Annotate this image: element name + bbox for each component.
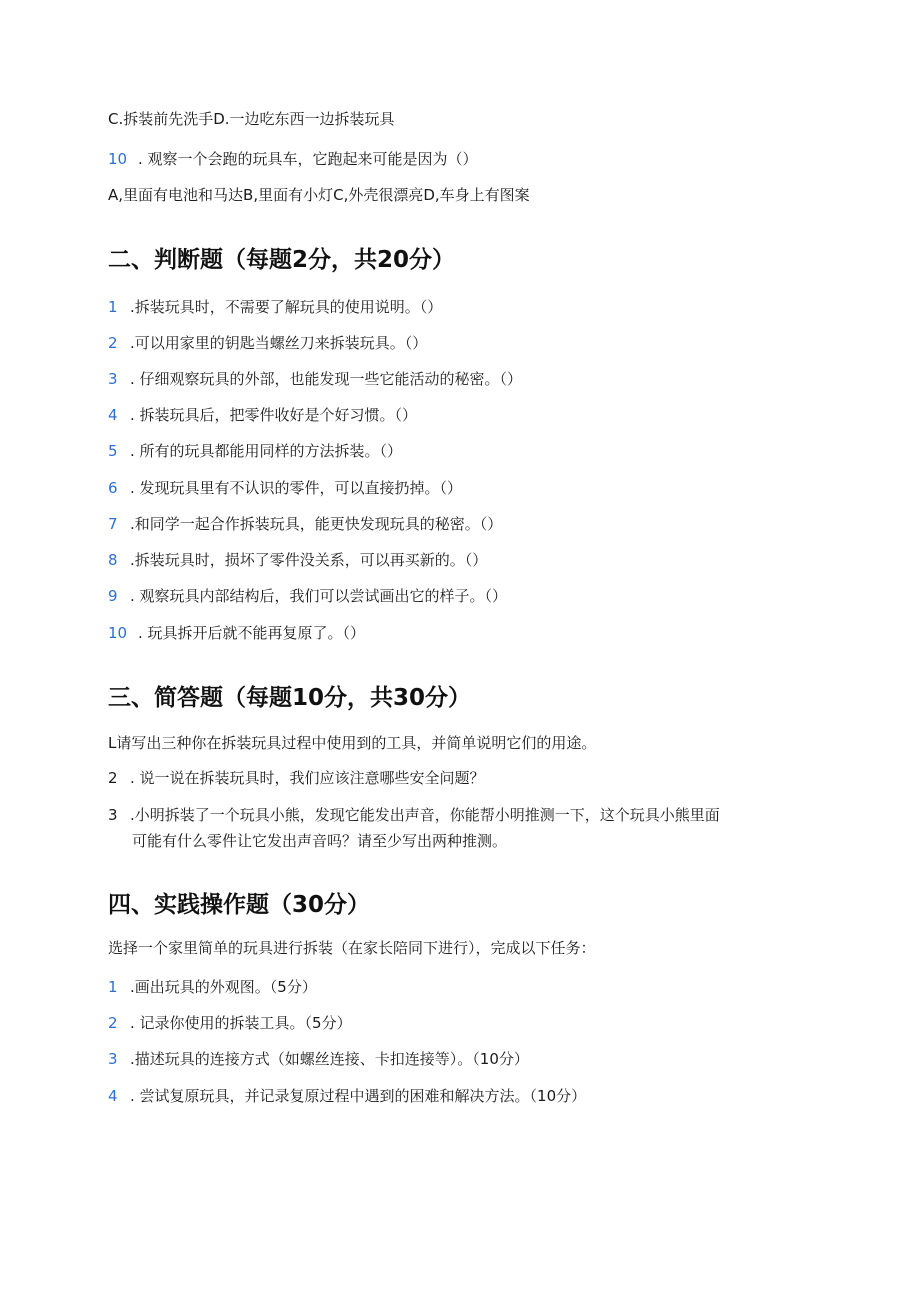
- short-answer-question-2: [108, 768, 485, 788]
- list-item: [108, 550, 487, 570]
- item-text: .拆装玩具时，损坏了零件没关系，可以再买新的。（）: [130, 551, 488, 569]
- item-number: 4: [108, 1087, 118, 1105]
- item-text: . 说一说在拆装玩具时，我们应该注意哪些安全问题？: [130, 769, 485, 787]
- list-item: [108, 441, 402, 461]
- item-text: . 玩具拆开后就不能再复原了。（）: [138, 624, 366, 642]
- item-text: . 尝试复原玩具，并记录复原过程中遇到的困难和解决方法。（10分）: [130, 1087, 587, 1105]
- list-item: [108, 977, 317, 997]
- list-item: [108, 1013, 352, 1033]
- item-text: . 所有的玩具都能用同样的方法拆装。（）: [130, 442, 403, 460]
- item-number: 2: [108, 334, 118, 352]
- section-heading-judgment: 二、判断题（每题2分，共20分）: [108, 247, 456, 273]
- item-number: 2: [108, 1014, 118, 1032]
- item-number: 7: [108, 515, 118, 533]
- item-text: .可以用家里的钥匙当螺丝刀来拆装玩具。（）: [130, 334, 428, 352]
- choice-question-10: [108, 149, 478, 169]
- short-answer-question-3: [108, 805, 720, 825]
- list-item: [108, 1049, 529, 1069]
- item-number: 5: [108, 442, 118, 460]
- question-text: . 观察一个会跑的玩具车，它跑起来可能是因为（）: [138, 150, 478, 168]
- item-number: 10: [108, 624, 128, 642]
- q9-options-cd: C.拆装前先洗手D.一边吃东西一边拆装玩具: [108, 110, 395, 128]
- item-text: . 仔细观察玩具的外部，也能发现一些它能活动的秘密。（）: [130, 370, 523, 388]
- list-item: [108, 514, 502, 534]
- question-number: 10: [108, 150, 128, 168]
- q10-options: A,里面有电池和马达B,里面有小灯C,外壳很漂亮D,车身上有图案: [108, 186, 530, 204]
- list-item: [108, 297, 442, 317]
- practice-intro: 选择一个家里简单的玩具进行拆装（在家长陪同下进行），完成以下任务：: [108, 939, 596, 957]
- item-number: 1: [108, 978, 118, 996]
- item-text: .拆装玩具时，不需要了解玩具的使用说明。（）: [130, 298, 443, 316]
- item-number: 1: [108, 298, 118, 316]
- section-heading-short-answer: 三、简答题（每题10分，共30分）: [108, 685, 472, 711]
- item-number: 3: [108, 806, 118, 824]
- list-item: [108, 333, 427, 353]
- item-number: 2: [108, 769, 118, 787]
- item-text: .画出玩具的外观图。（5分）: [130, 978, 317, 996]
- item-number: 4: [108, 406, 118, 424]
- list-item: [108, 405, 417, 425]
- item-text: .和同学一起合作拆装玩具，能更快发现玩具的秘密。（）: [130, 515, 503, 533]
- item-number: 8: [108, 551, 118, 569]
- short-answer-question-3-continued: 可能有什么零件让它发出声音吗？请至少写出两种推测。: [132, 832, 508, 850]
- section-heading-practice: 四、实践操作题（30分）: [108, 892, 371, 918]
- list-item: [108, 623, 365, 643]
- short-answer-question-1: L请写出三种你在拆装玩具过程中使用到的工具，并简单说明它们的用途。: [108, 734, 597, 752]
- item-text: . 拆装玩具后，把零件收好是个好习惯。（）: [130, 406, 418, 424]
- item-text: . 发现玩具里有不认识的零件，可以直接扔掉。（）: [130, 479, 463, 497]
- item-text: . 观察玩具内部结构后，我们可以尝试画出它的样子。（）: [130, 587, 508, 605]
- item-number: 6: [108, 479, 118, 497]
- item-number: 3: [108, 370, 118, 388]
- list-item: [108, 586, 507, 606]
- item-number: 9: [108, 587, 118, 605]
- list-item: [108, 369, 522, 389]
- item-text: .小明拆装了一个玩具小熊，发现它能发出声音，你能帮小明推测一下，这个玩具小熊里面: [130, 806, 720, 824]
- item-text: .描述玩具的连接方式（如螺丝连接、卡扣连接等）。（10分）: [130, 1050, 529, 1068]
- item-text: . 记录你使用的拆装工具。（5分）: [130, 1014, 352, 1032]
- list-item: [108, 1086, 586, 1106]
- item-number: 3: [108, 1050, 118, 1068]
- list-item: [108, 478, 462, 498]
